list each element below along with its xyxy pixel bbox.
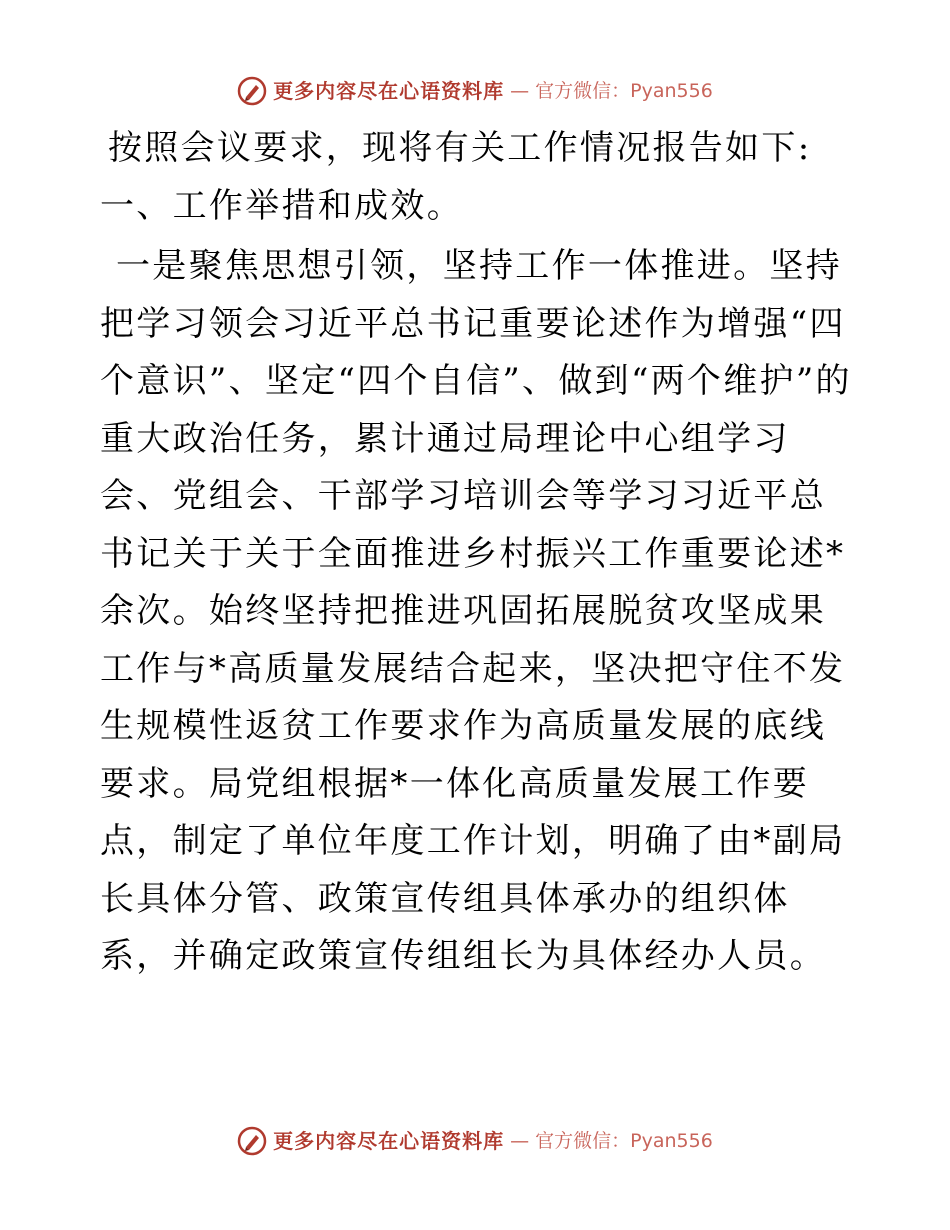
watermark-contact: 官方微信：Pyan556 — [535, 1130, 713, 1152]
intro-line: 按照会议要求，现将有关工作情况报告如下: — [108, 128, 812, 168]
section-heading: 一、工作举措和成效。 — [100, 185, 463, 226]
pen-emblem-icon — [237, 1126, 267, 1156]
footer-watermark — [0, 1126, 950, 1163]
watermark-separator: — — [510, 80, 530, 102]
watermark-separator: — — [510, 1130, 530, 1152]
watermark-contact: 官方微信：Pyan556 — [535, 80, 713, 102]
watermark-brand: 更多内容尽在心语资料库 — [273, 1129, 505, 1153]
body-paragraph: 一是聚焦思想引领，坚持工作一体推进。坚持把学习领会习近平总书记重要论述作为增强“四个意识”、坚定“四个自信”、做到“两个维护”的重大政治任务，累计通过局理论中心组学习会、党组会、干部学习培训会等学习习近平总书记关于关于全面推进乡村振兴工作重要论述*余次。始终坚持把推进巩固拓展脱贫攻坚成果工作与*高质量发展结合起来，坚决把守住不发生规模性返贫工作要求作为高质量发展的底线要求。局党组根据*一体化高质量发展工作要点，制定了单位年度工作计划，明确了由*副局长具体分管、政策宣传组具体承办的组织体系，并确定政策宣传组组长为具体经办人员。 — [100, 246, 852, 976]
document-body — [100, 120, 860, 986]
header-watermark — [0, 76, 950, 113]
watermark-brand: 更多内容尽在心语资料库 — [273, 79, 505, 103]
pen-emblem-icon — [237, 76, 267, 106]
